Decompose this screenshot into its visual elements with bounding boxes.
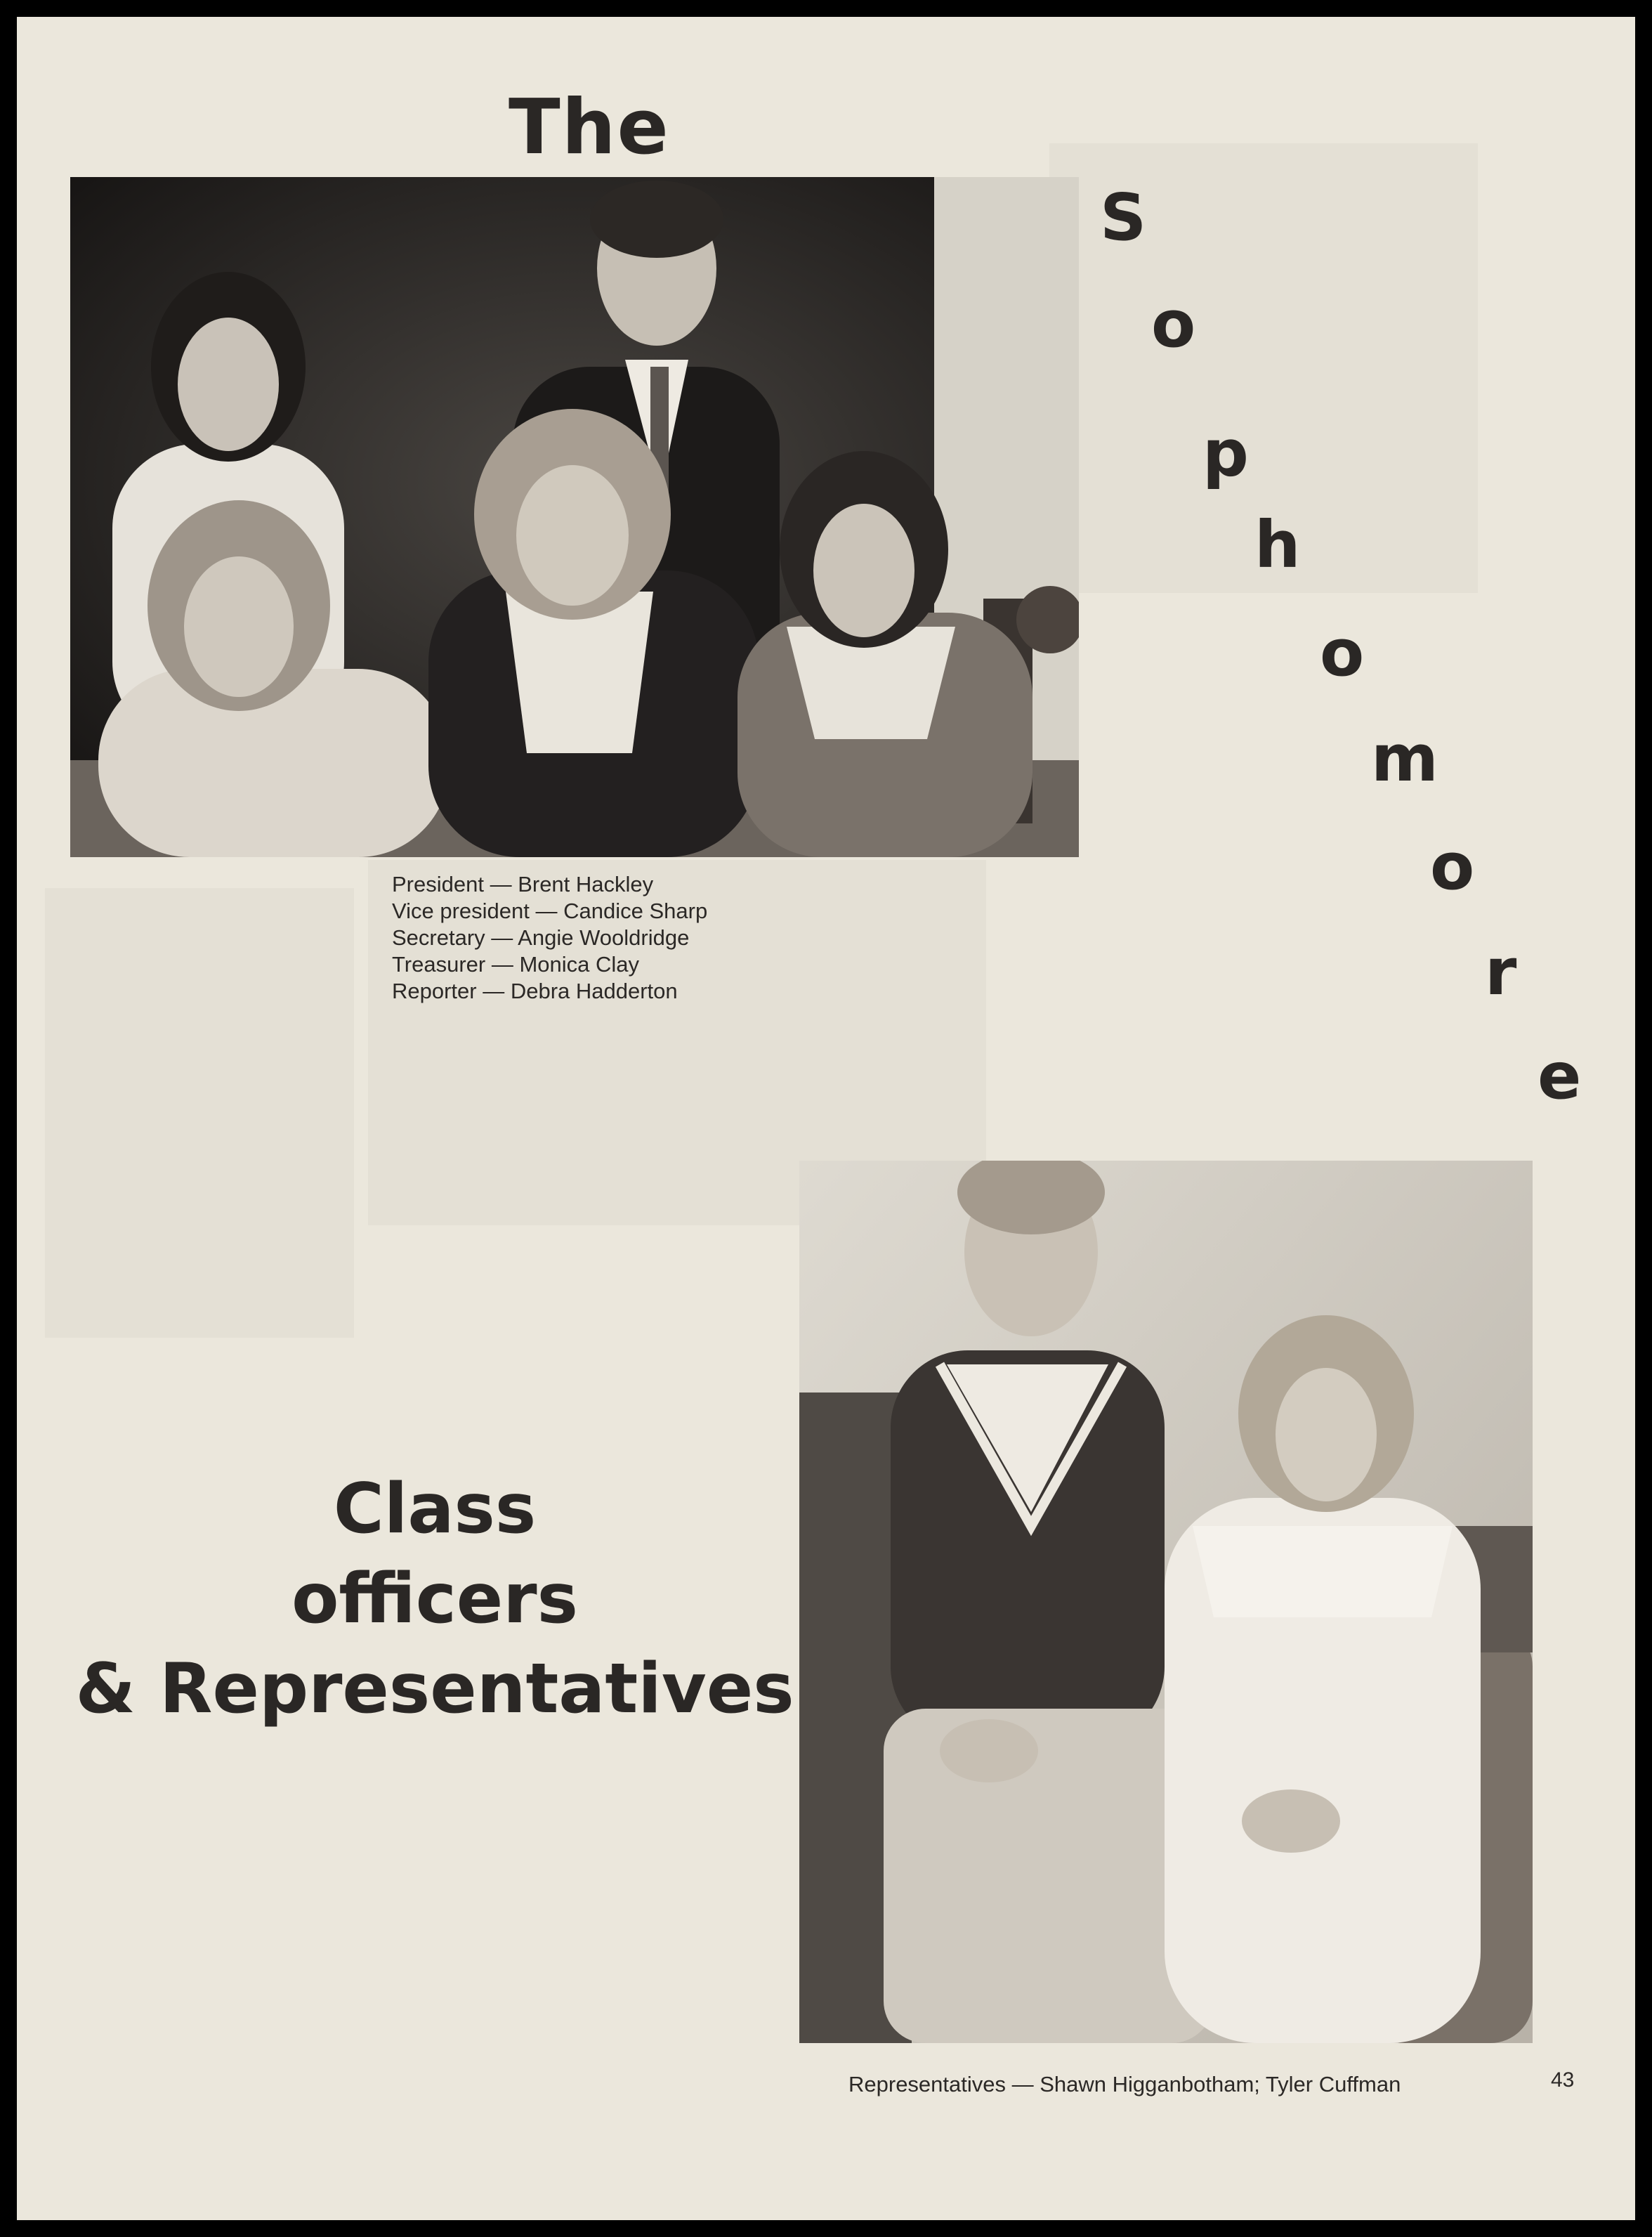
title-letter-5: o	[1320, 615, 1365, 691]
officers-photo-image	[70, 177, 1079, 857]
title-letter-3: p	[1202, 416, 1249, 491]
show-through-photo-left	[45, 888, 354, 1338]
title-letter-1: S	[1100, 180, 1147, 255]
title-letter-4: h	[1254, 507, 1301, 582]
representatives-photo	[799, 1161, 1533, 2043]
title-letter-6: m	[1371, 721, 1438, 796]
title-the: The	[509, 84, 670, 171]
heading-line-representatives: & Representatives	[75, 1649, 794, 1729]
caption-vice-president: Vice president — Candice Sharp	[392, 899, 708, 923]
caption-reporter: Reporter — Debra Hadderton	[392, 979, 678, 1003]
title-letter-9: e	[1538, 1038, 1582, 1114]
title-letter-8: r	[1485, 934, 1517, 1010]
representatives-photo-image	[799, 1161, 1533, 2043]
caption-secretary: Secretary — Angie Wooldridge	[392, 925, 690, 950]
title-letter-7: o	[1430, 829, 1475, 904]
title-letter-2: o	[1151, 287, 1196, 362]
caption-treasurer: Treasurer — Monica Clay	[392, 952, 640, 977]
section-heading	[45, 1464, 825, 1734]
caption-president: President — Brent Hackley	[392, 872, 654, 896]
representatives-caption: Representatives — Shawn Higganbotham; Tyler Cuffman	[848, 2072, 1401, 2096]
page-number: 43	[1551, 2068, 1575, 2092]
heading-line-class: Class	[333, 1469, 537, 1549]
officers-photo	[70, 177, 1079, 857]
yearbook-page	[17, 17, 1635, 2220]
heading-line-officers: officers	[291, 1559, 578, 1639]
officers-caption	[392, 871, 707, 1005]
show-through-text	[59, 38, 86, 128]
